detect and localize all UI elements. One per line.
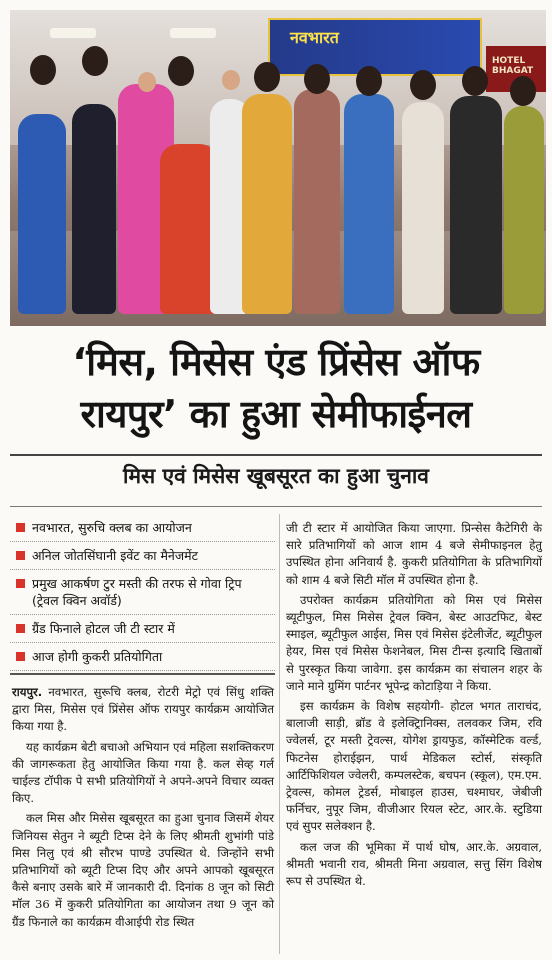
- column-divider: [279, 514, 280, 954]
- dancer-head: [462, 66, 488, 96]
- highlight-text: अनिल जोतसिंघानी इवेंट का मैनेजमेंट: [32, 548, 198, 563]
- divider: [10, 673, 275, 675]
- banner-text: नवभारत: [290, 28, 339, 47]
- paragraph-text: जी टी स्टार में आयोजित किया जाएगा. प्रिन्सेस कैटेगिरी के सारे प्रतिभागियों को आज शाम 4 बजे सेमीफाइनल हेतु उपस्थित होना अनिवार्य है. कुकरी प्रतियोगिता के प्रतिभागियों को शाम 4 बजे सिटी मॉल में उपस्थित होना है.: [286, 521, 542, 587]
- bullet-icon: [16, 652, 25, 661]
- article-paragraph: [286, 698, 542, 836]
- dancer-figure: [18, 114, 66, 314]
- paragraph-text: यह कार्यक्रम बेटी बचाओ अभियान एवं महिला सशक्तिकरण की जागरूकता हेतु आयोजित किया गया है. कल सेव्ह गर्ल चाईल्ड टॉपीक पे सभी प्रतियोगियों ने अपने-अपने विचार व्यक्त किए.: [12, 739, 274, 806]
- bullet-icon: [16, 551, 25, 560]
- paragraph-text: कल जज की भूमिका में पार्थ घोष, आर.के. अग्रवाल, श्रीमती भवानी राव, श्रीमती मिना अग्रवाल, सत्तु सिंग विशेष रूप से उपस्थित थे.: [286, 839, 542, 889]
- article-paragraph: [286, 839, 542, 891]
- divider: [10, 454, 542, 456]
- highlight-text: प्रमुख आकर्षण टुर मस्ती की तरफ से गोवा ट्रिप (ट्रेवल क्विन अवॉर्ड): [32, 576, 242, 608]
- divider: [10, 506, 542, 507]
- article-paragraph: [286, 592, 542, 695]
- highlight-item: [10, 542, 275, 570]
- paragraph-text: इस कार्यक्रम के विशेष सहयोगी- होटल भगत ताराचंद, बालाजी साड़ी, ब्रॉड वे इलेक्ट्रिानिक्स, तलवकर जिम, रवि ज्वेलर्स, टूर मस्ती ट्रेवल्स, योगेश ड्रायफुड, कॉस्मेटिक वर्ल्ड, फिटनेस होराईझन, पार्थ मेडिकल स्टोर्स, संस्कृति आर्टिफिशियल ज्वेलरी, कम्पलस्टेक, बचपन (स्कूल), एम.एम. ट्रेवल्स, कोमल ट्रेडर्स, मोबाइल हाउस, चश्माघर, जेबीजी फर्निचर, नुपूर जिम, वीजीआर रियल स्टेट, आर.के. स्टुडिया एवं सुपर सलेक्शन है.: [286, 699, 542, 834]
- highlight-text: नवभारत, सुरुचि क्लब का आयोजन: [32, 520, 192, 535]
- dancer-figure: [504, 106, 544, 314]
- dancer-head: [168, 56, 194, 86]
- ceiling-light: [50, 28, 96, 38]
- paragraph-text: नवभारत, सुरूचि क्लब, रोटरी मेट्रो एवं सिंधु शक्ति द्वारा मिस, मिसेस एवं प्रिंसेस ऑफ रायपुर कार्यक्रम आयोजित किया गया है.: [12, 685, 274, 734]
- dancer-head: [304, 64, 330, 94]
- subheadline: मिस एवं मिसेस खूबसूरत का हुआ चुनाव: [123, 464, 429, 488]
- event-photo: [10, 10, 546, 326]
- dancer-head: [82, 46, 108, 76]
- article-paragraph: [286, 520, 542, 589]
- headline: [20, 336, 532, 440]
- dancer-head: [510, 76, 536, 106]
- headline-line-1: ‘मिस, मिसेस एंड प्रिंसेस ऑफ: [72, 340, 480, 384]
- bullet-icon: [16, 579, 25, 588]
- article-paragraph: [12, 684, 274, 736]
- dancer-face: [138, 72, 156, 92]
- dancer-figure: [344, 94, 394, 314]
- dancer-head: [254, 62, 280, 92]
- dateline: रायपुर.: [12, 685, 43, 699]
- article-paragraph: [12, 810, 274, 930]
- dancer-figure: [294, 89, 340, 314]
- highlight-text: ग्रैंड फिनाले होटल जी टी स्टार में: [32, 621, 175, 636]
- highlight-item: [10, 570, 275, 615]
- dancer-head: [356, 66, 382, 96]
- dancer-figure: [402, 102, 444, 314]
- paragraph-text: कल मिस और मिसेस खूबसूरत का हुआ चुनाव जिसमें शेयर जिनियस सेतुन ने ब्यूटी टिप्स देने के लिए श्रीमती शुभांगी पांडे मिस निलु एवं श्री सौरभ पाण्डे उपस्थित थे. जिन्होंने सभी प्रतिभागियों को ब्यूटी टिप्स दिए और अपने आपको खूबसूरत कैसे बनाए उसके बारे में जानकारी दी. दिनांक 8 जून को सिटी मॉल 36 में कुकरी प्रतियोगिता का आयोजन तथा 9 जून को ग्रैंड फिनाले का कार्यक्रम वीआईपी रोड स्थित: [12, 811, 274, 929]
- headline-line-2: रायपुर’ का हुआ सेमीफाईनल: [80, 392, 472, 436]
- dancer-figure: [242, 94, 292, 314]
- article-body-right: [286, 520, 542, 893]
- article-paragraph: [12, 739, 274, 808]
- dancer-head: [30, 55, 56, 85]
- bullet-icon: [16, 624, 25, 633]
- dancer-face: [222, 70, 240, 90]
- ceiling-light: [170, 28, 216, 38]
- dancer-figure: [450, 96, 502, 314]
- article-body-left: [12, 684, 274, 934]
- bullet-icon: [16, 523, 25, 532]
- paragraph-text: उपरोक्त कार्यक्रम प्रतियोगिता को मिस एवं मिसेस ब्यूटीफुल, मिस मिसेस ट्रेवल क्विन, बेस्ट आउटफिट, बेस्ट स्माइल, ब्यूटीफुल आईस, मिस एवं मिसेस इंटेलीजेंट, ब्यूटीफुल हेयर, मिस एवं मिसेस फेशनेबल, मिस टीन्स इत्यादि खिताबों से पुरस्कृत किया जावेगा. इस कार्यक्रम का संचालन शहर के जाने माने ग्रुमिंग पार्टनर भूपेन्द्र कोटाड़िया ने किया.: [286, 592, 542, 693]
- highlight-item: [10, 643, 275, 671]
- highlights-box: [10, 514, 275, 675]
- dancer-figure: [72, 104, 116, 314]
- highlight-item: [10, 615, 275, 643]
- hotel-sign-text: HOTEL BHAGAT: [492, 56, 534, 76]
- dancer-head: [410, 70, 436, 100]
- highlight-text: आज होगी कुकरी प्रतियोगिता: [32, 649, 163, 664]
- highlight-item: [10, 514, 275, 542]
